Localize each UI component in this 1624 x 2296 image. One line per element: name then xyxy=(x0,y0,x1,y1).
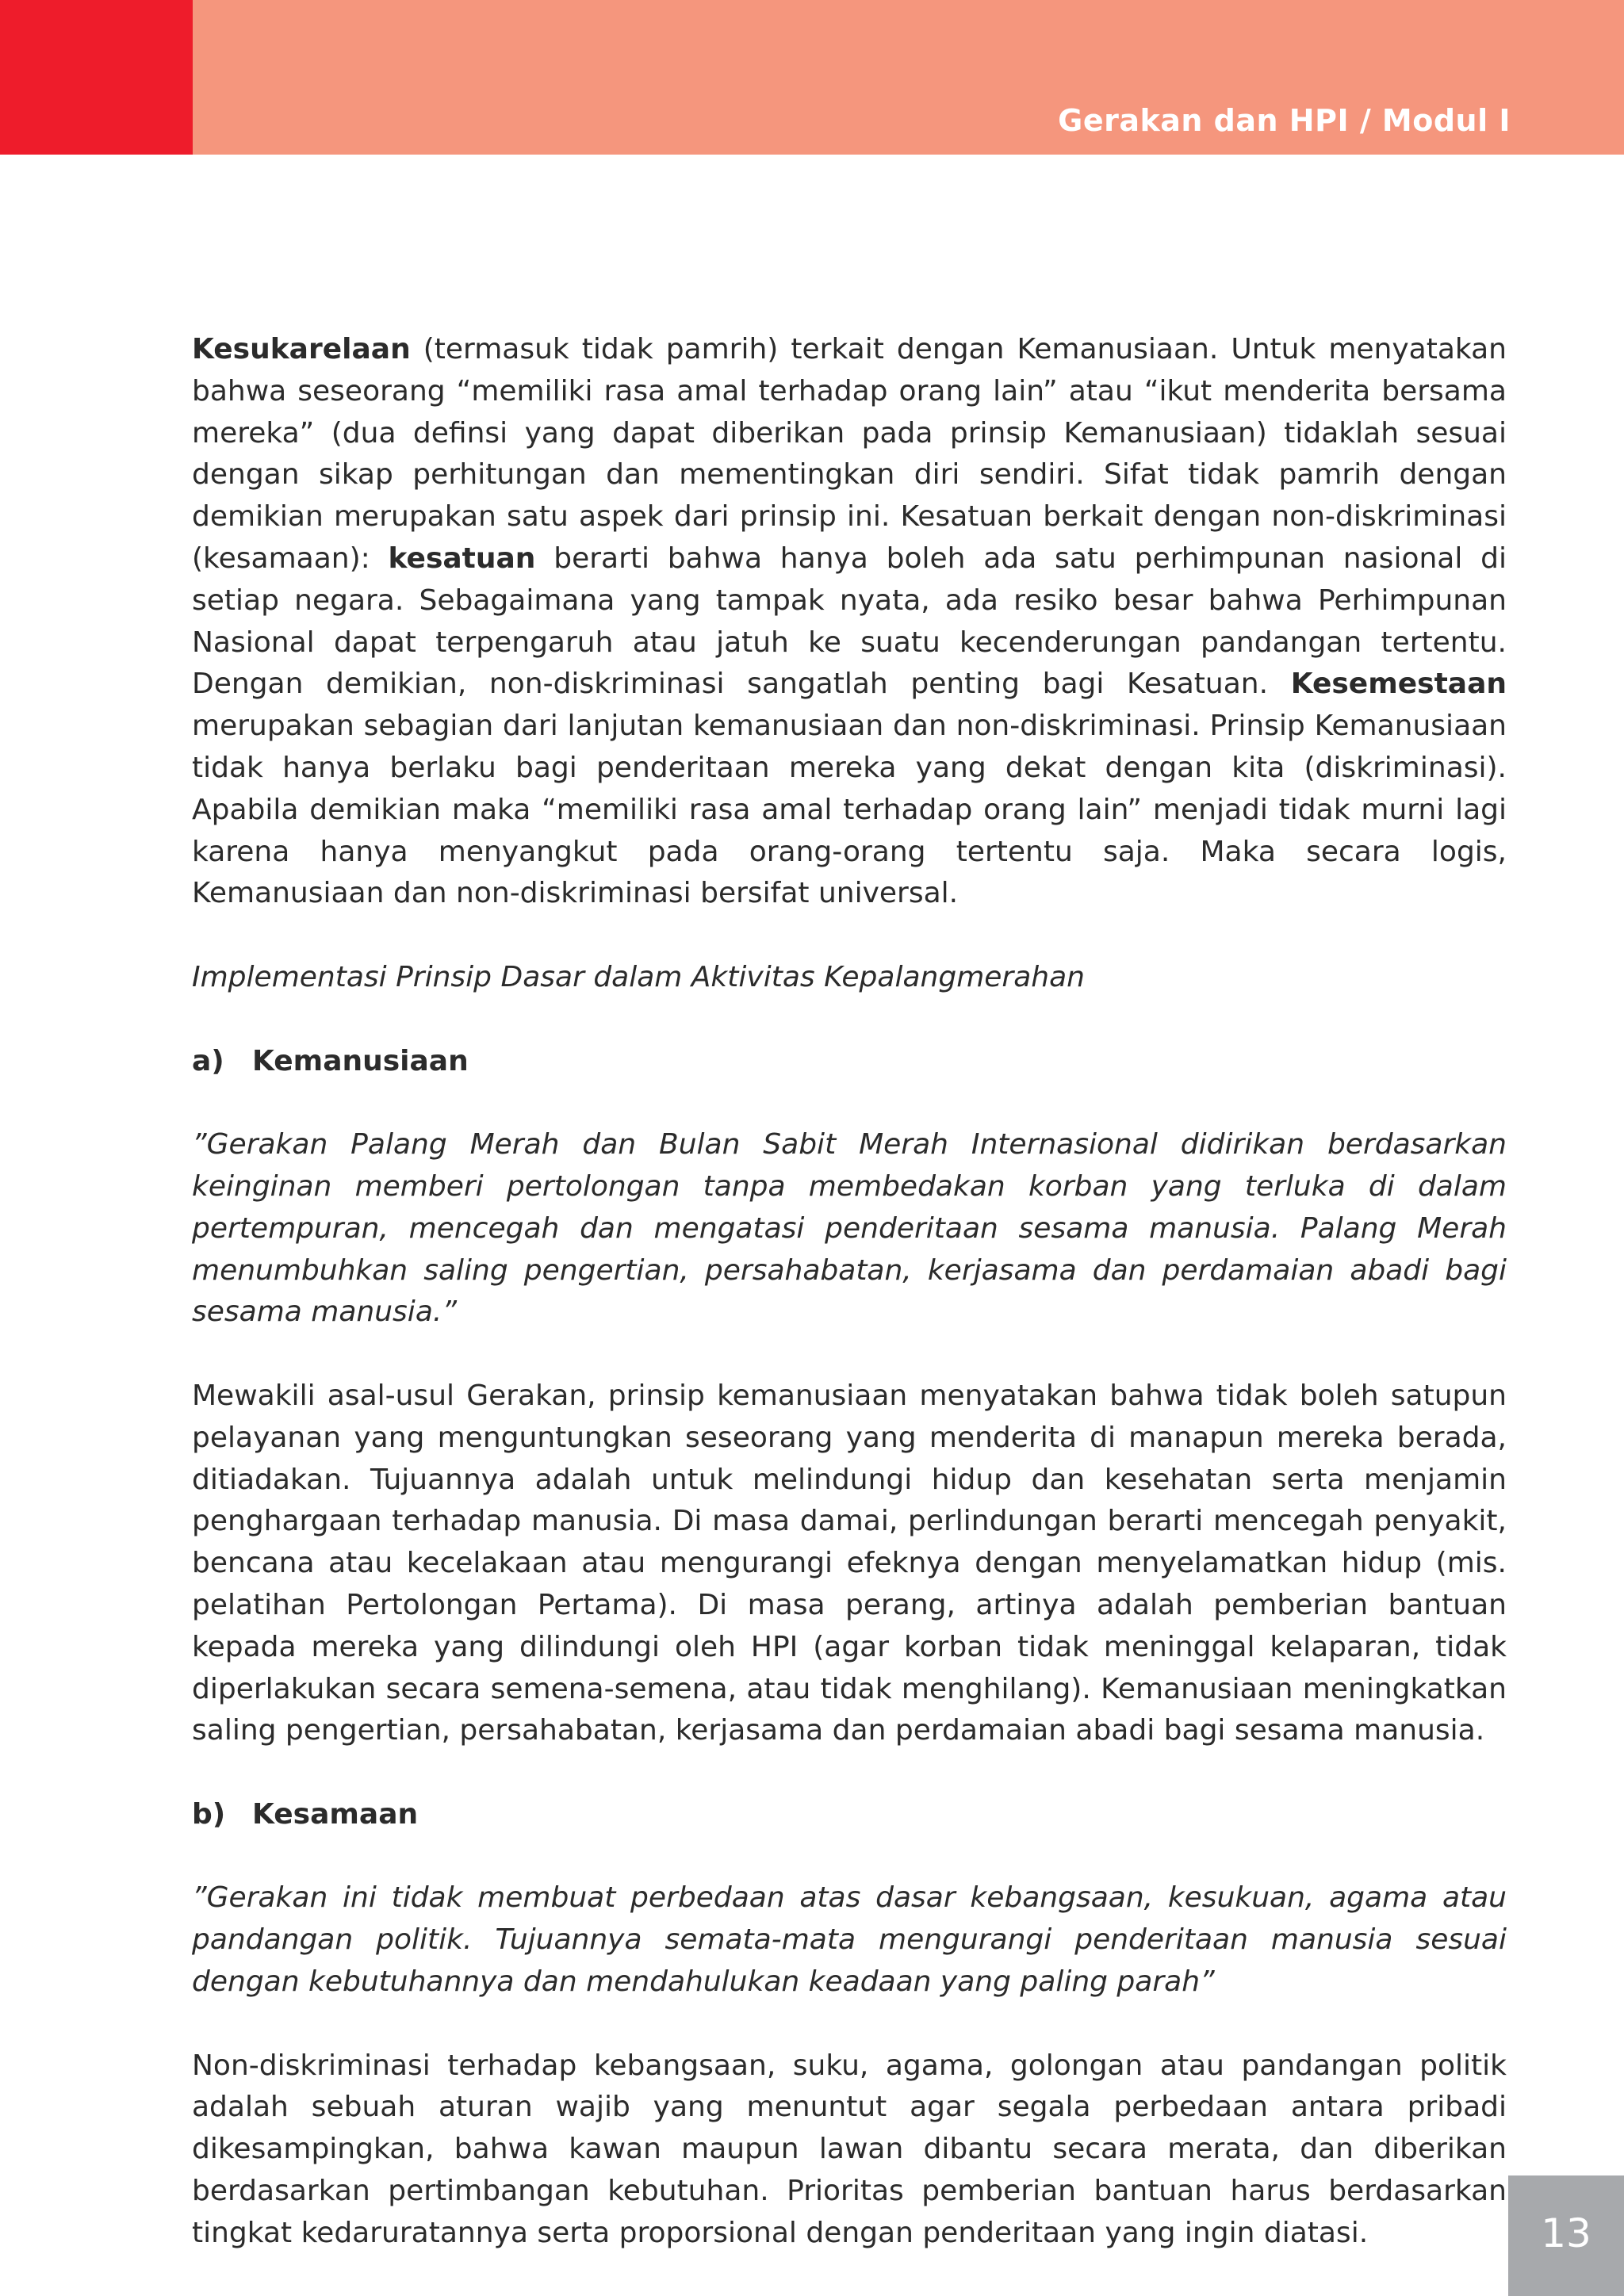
paragraph-kesamaan: Non-diskriminasi terhadap kebangsaan, suku, agama, golongan atau pandangan politik adalah sebuah aturan wajib yang menuntut agar segala perbedaan antara pribadi dikesampingkan, bahwa kawan maupun lawan dibantu secara merata, dan diberikan berdasarkan pertimbangan kebutuhan. Prioritas pemberian bantuan harus berdasarkan tingkat kedaruratannya serta proporsional dengan penderitaan yang ingin diatasi. xyxy=(192,2049,1507,2249)
intro-text-2: berarti bahwa hanya boleh ada satu perhimpunan nasional di setiap negara. Sebagaimana yang tampak nyata, ada resiko besar bahwa Perhimpunan Nasional dapat terpengaruh atau jatuh ke suatu kecenderungan pandangan tertentu. Dengan demikian, non-diskriminasi sangatlah penting bagi Kesatuan. xyxy=(192,541,1507,701)
subheading-marker: a) xyxy=(192,1044,224,1077)
page-number-box xyxy=(1508,2175,1624,2296)
term-kesatuan: kesatuan xyxy=(388,541,536,575)
subheading-title: Kesamaan xyxy=(252,1797,419,1831)
term-kesukarelaan: Kesukarelaan xyxy=(192,333,411,365)
subheading-marker: b) xyxy=(192,1797,226,1831)
running-header-title: Gerakan dan HPI / Modul I xyxy=(1058,103,1511,138)
page-number: 13 xyxy=(1541,2210,1591,2256)
quote-kemanusiaan: ”Gerakan Palang Merah dan Bulan Sabit Merah Internasional didirikan berdasarkan keinginan memberi pertolongan tanpa membedakan korban yang terluka di dalam pertempuran, mencegah dan mengatasi penderitaan sesama manusia. Palang Merah menumbuhkan saling pengertian, persahabatan, kerjasama dan perdamaian abadi bagi sesama manusia.” xyxy=(192,1128,1507,1329)
term-kesemestaan: Kesemestaan xyxy=(1290,668,1507,701)
quote-kesamaan: ”Gerakan ini tidak membuat perbedaan atas dasar kebangsaan, kesukuan, agama atau pandangan politik. Tujuannya semata-mata mengurangi penderitaan manusia sesuai dengan kebutuhannya dan mendahulukan keadaan yang paling parah” xyxy=(192,1881,1507,1999)
section-heading: Implementasi Prinsip Dasar dalam Aktivitas Kepalangmerahan xyxy=(192,960,1085,993)
intro-text-3: merupakan sebagian dari lanjutan kemanusiaan dan non-diskriminasi. Prinsip Kemanusiaan tidak hanya berlaku bagi penderitaan mereka yang dekat dengan kita (diskriminasi). Apabila demikian maka “memiliki rasa amal terhadap orang lain” menjadi tidak murni lagi karena hanya menyangkut pada orang-orang tertentu saja. Maka secara logis, Kemanusiaan dan non-diskriminasi bersifat universal. xyxy=(192,710,1507,910)
subheading-kesamaan xyxy=(192,1794,1507,1836)
intro-text-1: (termasuk tidak pamrih) terkait dengan Kemanusiaan. Untuk menyatakan bahwa seseorang “memiliki rasa amal terhadap orang lain” atau “ikut menderita bersama mereka” (dua definsi yang dapat diberikan pada prinsip Kemanusiaan) tidaklah sesuai dengan sikap perhitungan dan mementingkan diri sendiri. Sifat tidak pamrih dengan demikian merupakan satu aspek dari prinsip ini. Kesatuan berkait dengan non-diskriminasi (kesamaan): xyxy=(192,333,1507,575)
paragraph-kemanusiaan: Mewakili asal-usul Gerakan, prinsip kemanusiaan menyatakan bahwa tidak boleh satupun pelayanan yang menguntungkan seseorang yang menderita di manapun mereka berada, ditiadakan. Tujuannya adalah untuk melindungi hidup dan kesehatan serta menjamin penghargaan terhadap manusia. Di masa damai, perlindungan berarti mencegah penyakit, bencana atau kecelakaan atau mengurangi efeknya dengan menyelamatkan hidup (mis. pelatihan Pertolongan Pertama). Di masa perang, artinya adalah pemberian bantuan kepada mereka yang dilindungi oleh HPI (agar korban tidak meninggal kelaparan, tidak diperlakukan secara semena-semena, atau tidak menghilang). Kemanusiaan meningkatkan saling pengertian, persahabatan, kerjasama dan perdamaian abadi bagi sesama manusia. xyxy=(192,1379,1507,1747)
header-accent-block xyxy=(0,0,193,155)
intro-paragraph xyxy=(192,329,1507,915)
subheading-title: Kemanusiaan xyxy=(252,1044,469,1077)
subheading-kemanusiaan xyxy=(192,1041,1507,1083)
page-content xyxy=(192,329,1507,2255)
